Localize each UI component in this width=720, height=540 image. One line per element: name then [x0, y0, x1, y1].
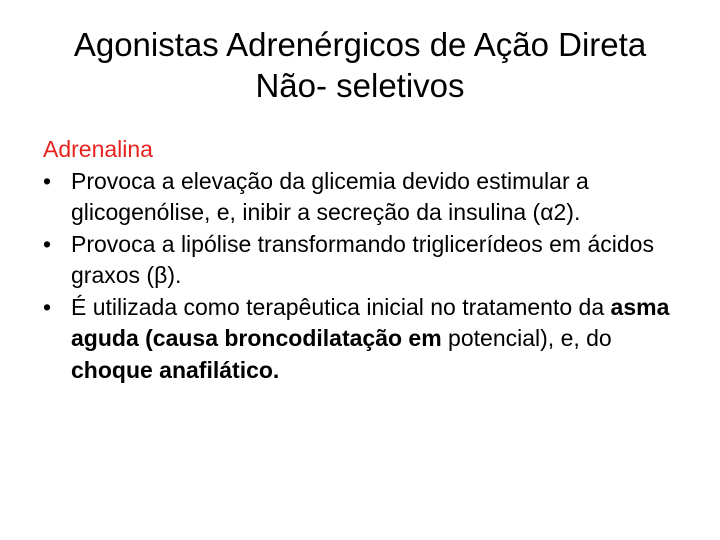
- bullet-icon: •: [43, 293, 52, 320]
- bullet-item: [43, 166, 693, 229]
- bullet-list: [43, 166, 693, 387]
- slide-content: [43, 134, 693, 386]
- bullet-text-bold-2: choque anafilático.: [71, 356, 280, 383]
- title-line-1: Agonistas Adrenérgicos de Ação Direta: [73, 26, 647, 63]
- section-heading: Adrenalina: [43, 136, 153, 162]
- bullet-item: [43, 292, 693, 387]
- bullet-icon: •: [43, 167, 52, 194]
- bullet-item: [43, 229, 693, 292]
- bullet-text: Provoca a elevação da glicemia devido estimular a glicogenólise, e, inibir a secreção da insulina (α2).: [71, 167, 589, 225]
- title-line-2: Não- seletivos: [255, 67, 465, 104]
- bullet-text: Provoca a lipólise transformando triglicerídeos em ácidos graxos (β).: [71, 230, 654, 288]
- bullet-text-part-1: É utilizada como terapêutica inicial no tratamento da: [71, 293, 611, 320]
- bullet-text-part-2: potencial), e, do: [441, 325, 612, 351]
- bullet-icon: •: [43, 230, 52, 257]
- bullet-text-bold-1: asma aguda (causa broncodilatação em: [71, 293, 670, 351]
- slide-title: [30, 24, 690, 106]
